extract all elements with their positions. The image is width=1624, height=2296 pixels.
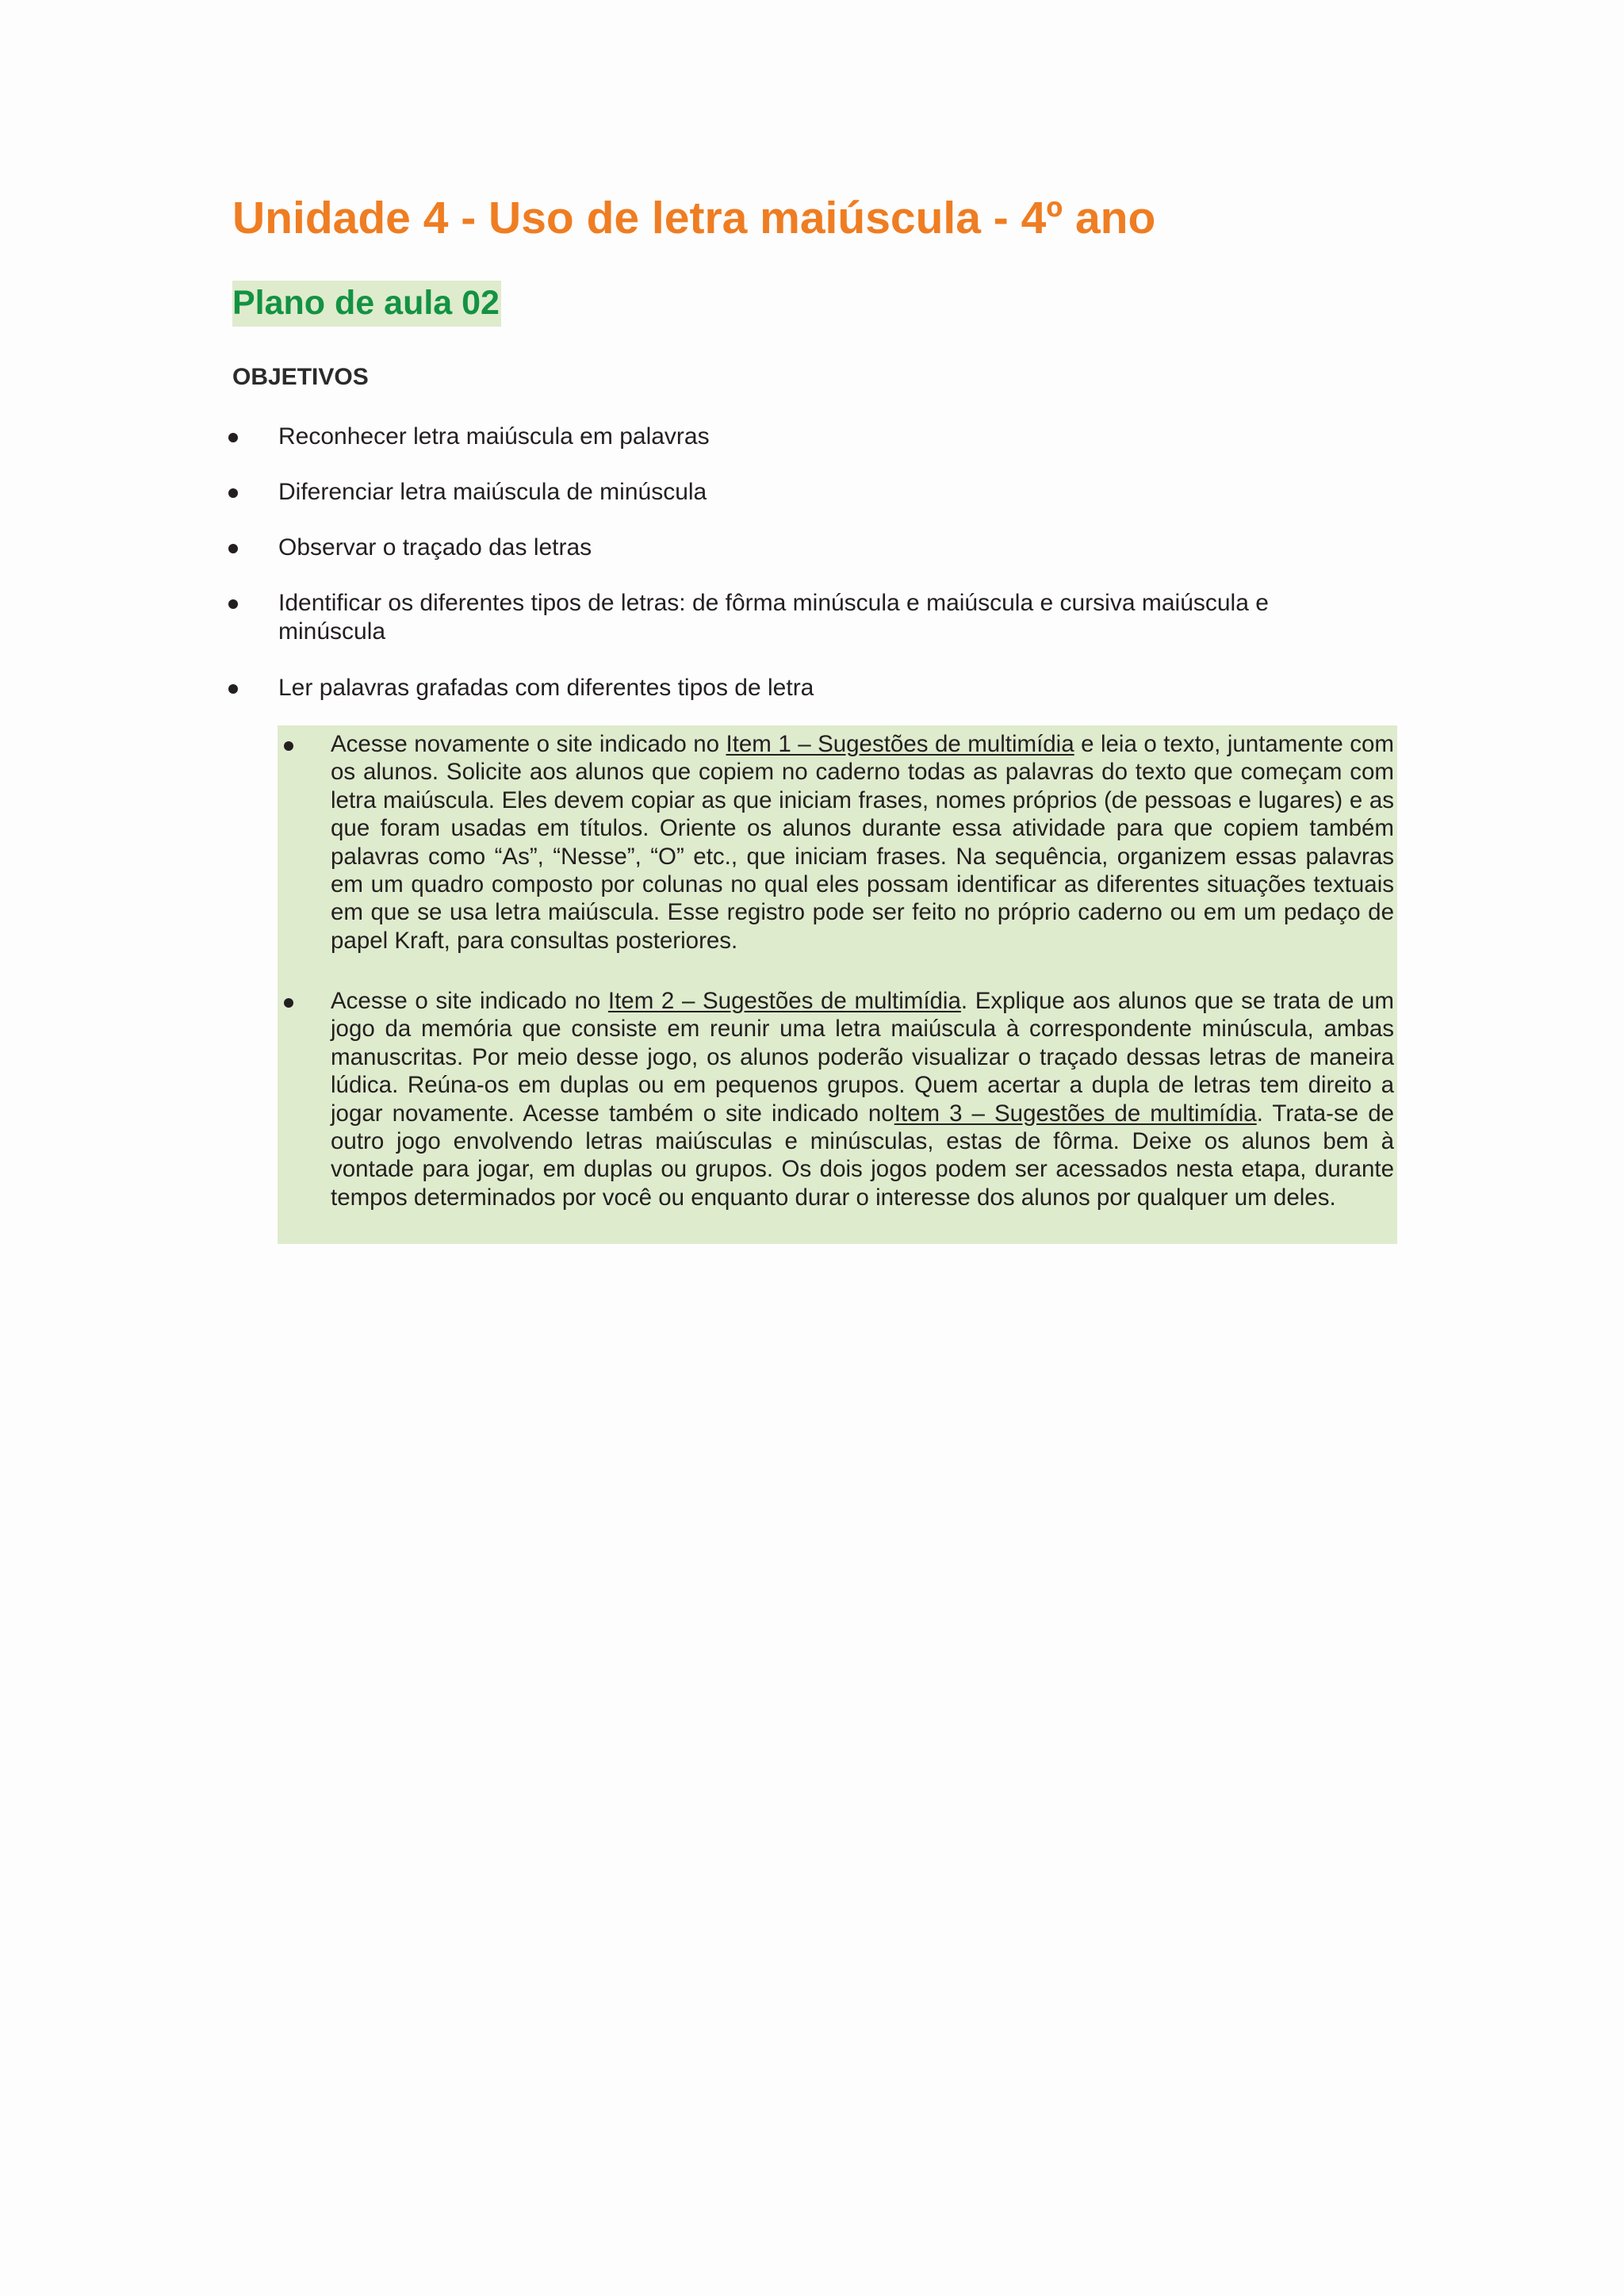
bullet-icon (228, 433, 238, 442)
bullet-icon (284, 741, 293, 751)
bullet-icon (228, 684, 238, 694)
page-title: Unidade 4 - Uso de letra maiúscula - 4º ano (232, 193, 1156, 243)
multimedia-link-item-1[interactable]: Item 1 – Sugestões de multimídia (726, 731, 1074, 757)
multimedia-link-item-2[interactable]: Item 2 – Sugestões de multimídia (607, 988, 961, 1014)
objective-text: Reconhecer letra maiúscula em palavras (278, 423, 710, 450)
activity-text-segment: Acesse novamente o site indicado no (331, 731, 726, 757)
objective-text: Diferenciar letra maiúscula de minúscula (278, 479, 707, 505)
activity-text-segment: . Trata-se de outro jogo envolvendo letras maiúsculas e minúsculas, estas de fôrma. Deixe os alunos bem à vontade para jogar, em duplas ou grupos. Os dois jogos podem ser acessados nesta etapa, durante tempos determinados por você ou enquanto durar o interesse dos alunos por qualquer um deles. (331, 1100, 1395, 1211)
objectives-heading: OBJETIVOS (232, 364, 369, 390)
activity-text (331, 730, 1394, 955)
bullet-icon (228, 488, 238, 498)
bullet-icon (228, 544, 238, 553)
lesson-subtitle: Plano de aula 02 (232, 284, 500, 322)
bullet-icon (284, 998, 293, 1008)
activity-text-segment: e leia o texto, juntamente com os alunos. Solicite aos alunos que copiem no caderno todas as palavras do texto que começam com letra maiúscula. Eles devem copiar as que iniciam frases, nomes próprios (de pessoas e lugares) e as que foram usadas em títulos. Oriente os alunos durante essa atividade para que copiem também palavras como “As”, “Nesse”, “O” etc., que iniciam frases. Na sequência, organizem essas palavras em um quadro composto por colunas no qual eles possam identificar as diferentes situações textuais em que se usa letra maiúscula. Esse registro pode ser feito no próprio caderno ou em um pedaço de papel Kraft, para consultas posteriores. (331, 731, 1394, 954)
activity-text-segment: . Explique aos alunos que se trata de um jogo da memória que consiste em reunir uma letra maiúscula à correspondente minúscula, ambas manuscritas. Por meio desse jogo, os alunos poderão visualizar o traçado dessas letras de maneira lúdica. Reúna-os em duplas ou em pequenos grupos. Quem acertar a dupla de letras tem direito a jogar novamente. Acesse também o site indicado no (331, 988, 1394, 1127)
activity-text-segment: Acesse o site indicado no (331, 988, 608, 1014)
activities-highlight-box (278, 725, 1397, 1244)
bullet-icon (228, 599, 238, 609)
subtitle-highlight (232, 281, 501, 327)
objective-text: Identificar os diferentes tipos de letras: de fôrma minúscula e maiúscula e cursiva maiúscula e minúscula (278, 590, 1269, 645)
activity-text (331, 987, 1394, 1211)
objective-text: Observar o traçado das letras (278, 534, 592, 561)
objective-text: Ler palavras grafadas com diferentes tipos de letra (278, 675, 814, 701)
multimedia-link-item-3[interactable]: Item 3 – Sugestões de multimídia (894, 1100, 1257, 1127)
